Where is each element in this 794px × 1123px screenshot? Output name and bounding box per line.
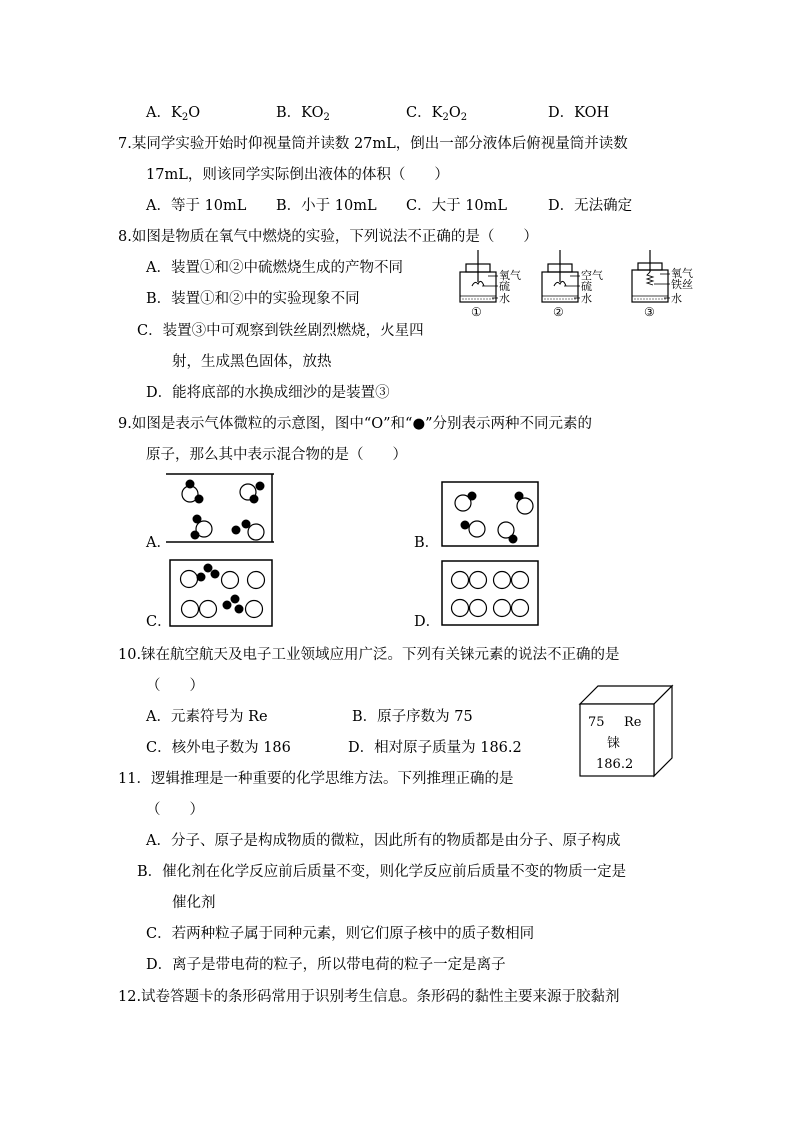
q9-diagram-b [441, 481, 539, 547]
element-mass: 186.2 [596, 757, 634, 772]
q9-option-a-label: A． [146, 535, 171, 551]
q6-option-a: A．$K_2O$ [146, 105, 201, 123]
q11-option-a: A．分子、原子是构成物质的微粒，因此所有的物质都是由分子、原子构成 [146, 833, 621, 849]
element-card-rhenium [580, 686, 674, 778]
q9-stem-line1: 9.如图是表示气体微粒的示意图，图中“O”和“●”分别表示两种不同元素的 [118, 416, 593, 432]
q10-option-b: B．原子序数为 75 [352, 709, 473, 725]
app3-label-2: 铁丝 [671, 278, 693, 291]
q11-stem-line2: （ ） [146, 802, 204, 818]
q8-option-c-line1: C．装置③中可观察到铁丝剧烈燃烧，火星四 [137, 323, 424, 339]
app2-label-2: 硫 [581, 280, 592, 293]
q9-option-c-label: C． [146, 614, 172, 630]
app3-number: ③ [644, 305, 655, 319]
app1-label-2: 硫 [499, 280, 510, 293]
element-name: 铼 [607, 736, 621, 751]
q7-stem-line1: 7.某同学实验开始时仰视量筒并读数 27mL，倒出一部分液体后俯视量筒并读数 [118, 136, 628, 152]
apparatus-1 [460, 250, 498, 302]
q9-diagram-c [169, 559, 273, 627]
app3-label-1: 氧气 [671, 267, 693, 280]
app1-number: ① [471, 305, 482, 319]
q9-stem-line2: 原子，那么其中表示混合物的是（ ） [146, 447, 407, 463]
q7-option-a: A．等于 10mL [146, 198, 247, 214]
q8-combustion-figure [452, 250, 712, 330]
q8-option-b: B．装置①和②中的实验现象不同 [146, 291, 360, 307]
q6-option-d: D．KOH [548, 105, 610, 121]
element-symbol: Re [624, 715, 642, 730]
q7-option-b: B．小于 10mL [276, 198, 377, 214]
app2-label-1: 空气 [581, 269, 603, 282]
app2-label-3: 水 [581, 292, 592, 305]
q9-diagram-d [441, 560, 539, 626]
apparatus-2 [542, 250, 580, 302]
q7-option-d: D．无法确定 [548, 198, 633, 214]
q9-diagram-a [166, 472, 274, 544]
q10-option-c: C．核外电子数为 186 [146, 740, 291, 756]
app1-label-1: 氧气 [499, 269, 521, 282]
q6-option-b: B．$KO_2$ [276, 105, 330, 123]
q8-option-a: A．装置①和②中硫燃烧生成的产物不同 [146, 260, 403, 276]
q11-option-b-line1: B．催化剂在化学反应前后质量不变，则化学反应前后质量不变的物质一定是 [137, 864, 627, 880]
q9-option-d-label: D． [414, 614, 441, 630]
q8-stem: 8.如图是物质在氧气中燃烧的实验，下列说法不正确的是（ ） [118, 229, 538, 245]
q7-option-c: C．大于 10mL [406, 198, 508, 214]
q8-option-c-line2: 射，生成黑色固体，放热 [172, 354, 332, 370]
q10-stem-line1: 10.铼在航空航天及电子工业领域应用广泛。下列有关铼元素的说法不正确的是 [118, 647, 620, 663]
q8-option-d: D．能将底部的水换成细沙的是装置③ [146, 385, 390, 401]
q11-stem-line1: 11．逻辑推理是一种重要的化学思维方法。下列推理正确的是 [118, 771, 514, 787]
apparatus-3 [632, 250, 670, 302]
q10-option-d: D．相对原子质量为 186.2 [348, 740, 522, 756]
q12-stem-line1: 12.试卷答题卡的条形码常用于识别考生信息。条形码的黏性主要来源于胶黏剂 [118, 989, 620, 1005]
q10-option-a: A．元素符号为 Re [146, 709, 268, 725]
app3-label-3: 水 [671, 292, 682, 305]
q10-stem-line2: （ ） [146, 678, 204, 694]
q7-stem-line2: 17mL，则该同学实际倒出液体的体积（ ） [146, 167, 449, 183]
q9-option-b-label: B． [414, 535, 440, 551]
app1-label-3: 水 [499, 292, 510, 305]
q11-option-c: C．若两种粒子属于同种元素，则它们原子核中的质子数相同 [146, 926, 535, 942]
app2-number: ② [553, 305, 564, 319]
q11-option-d: D．离子是带电荷的粒子，所以带电荷的粒子一定是离子 [146, 957, 506, 973]
q11-option-b-line2: 催化剂 [172, 895, 216, 911]
element-number: 75 [588, 715, 605, 730]
q6-option-c: C．$K_2O_2$ [406, 105, 468, 123]
